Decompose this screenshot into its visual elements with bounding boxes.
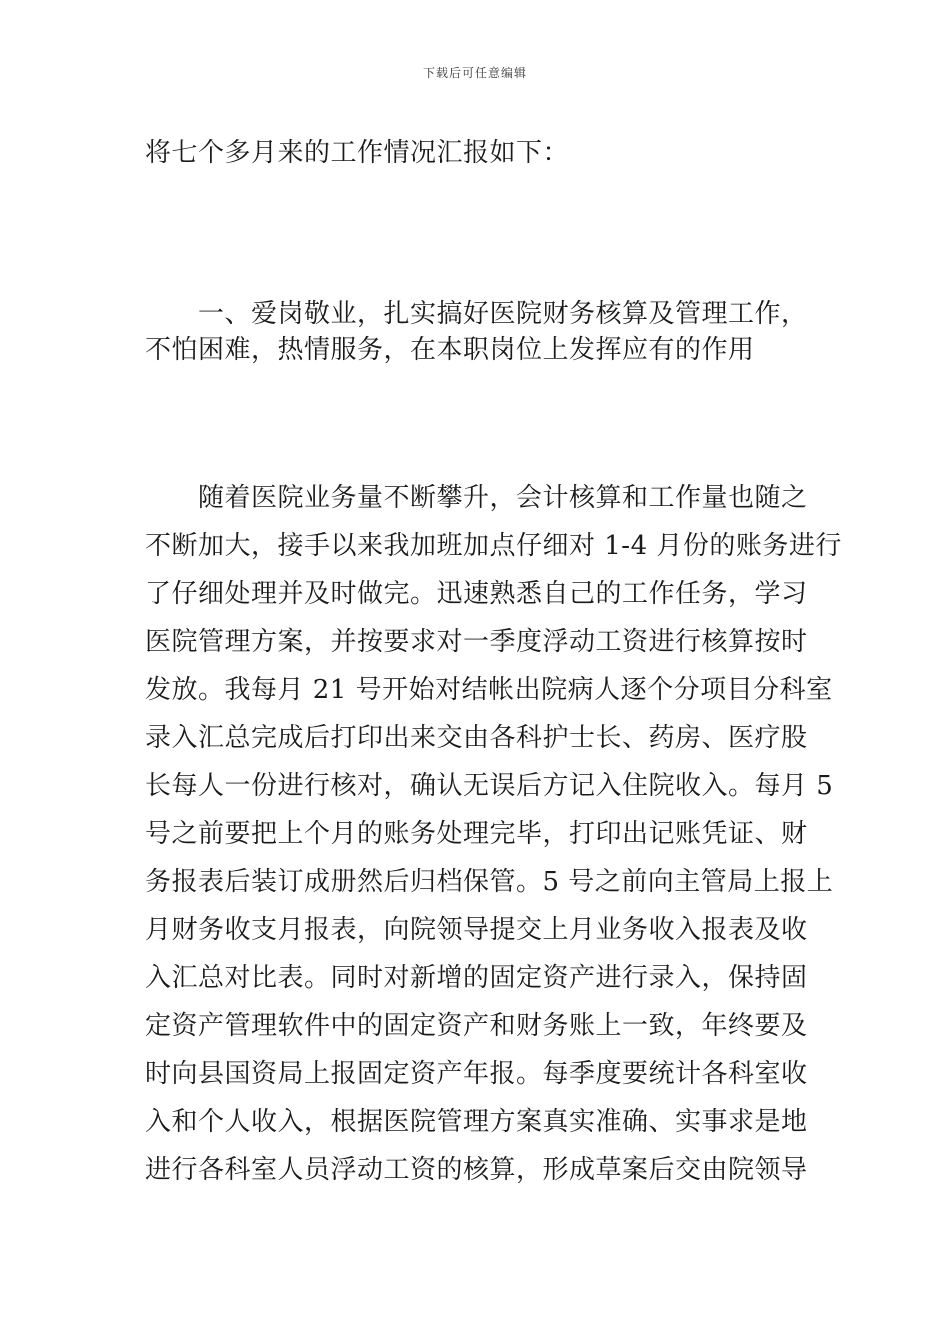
header-note: 下载后可任意编辑 [422,66,527,80]
paragraph-line: 进行各科室人员浮动工资的核算，形成草案后交由院领导 [145,1155,808,1185]
paragraph-line: 了仔细处理并及时做完。迅速熟悉自己的工作任务，学习 [145,579,808,609]
paragraph-line: 发放。我每月 21 号开始对结帐出院病人逐个分项目分科室 [145,675,833,705]
paragraph-line: 医院管理方案，并按要求对一季度浮动工资进行核算按时 [145,627,808,657]
paragraph-line: 录入汇总完成后打印出来交由各科护士长、药房、医疗股 [145,723,808,753]
paragraph-line: 入和个人收入，根据医院管理方案真实准确、实事求是地 [145,1107,808,1137]
paragraph-line: 入汇总对比表。同时对新增的固定资产进行录入，保持固 [145,963,808,993]
paragraph-line: 时向县国资局上报固定资产年报。每季度要统计各科室收 [145,1059,808,1089]
heading-line: 不怕困难，热情服务，在本职岗位上发挥应有的作用 [145,335,755,365]
paragraph-line: 长每人一份进行核对，确认无误后方记入住院收入。每月 5 [145,771,834,801]
paragraph-line: 定资产管理软件中的固定资产和财务账上一致，年终要及 [145,1011,808,1041]
heading-line: 一、爱岗敬业，扎实搞好医院财务核算及管理工作， [145,299,808,329]
paragraph-line: 不断加大，接手以来我加班加点仔细对 1-4 月份的账务进行 [145,531,842,561]
intro-line: 将七个多月来的工作情况汇报如下： [145,138,570,168]
paragraph-line: 号之前要把上个月的账务处理完毕，打印出记账凭证、财 [145,819,808,849]
paragraph-line: 月财务收支月报表，向院领导提交上月业务收入报表及收 [145,915,808,945]
paragraph-line: 务报表后装订成册然后归档保管。5 号之前向主管局上报上 [145,867,834,897]
paragraph-line: 随着医院业务量不断攀升，会计核算和工作量也随之 [145,483,808,513]
